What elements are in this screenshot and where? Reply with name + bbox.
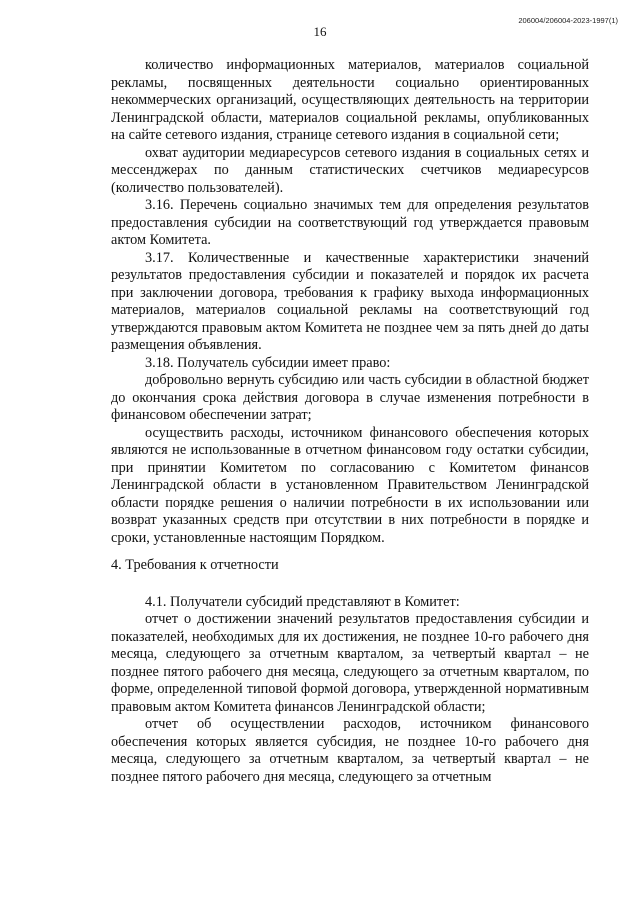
paragraph: отчет об осуществлении расходов, источником финансового обеспечения которых является субсидия, не позднее 10-го рабочего дня месяца, следующего за отчетным кварталом, за четвертый квартал – не позднее пятого рабочего дня месяца, следующего за отчетным — [111, 716, 589, 785]
page-number: 16 — [313, 24, 327, 39]
paragraph: 3.18. Получатель субсидии имеет право: — [145, 354, 391, 371]
paragraph: количество информационных материалов, материалов социальной рекламы, посвященных деятельности социально ориентированных некоммерческих организаций, осуществляющих деятельность на территории Ленинградской области, материалов социальной рекламы, опубликованных на сайте сетевого издания, странице сетевого издания в социальной сети; — [111, 57, 589, 143]
paragraph: охват аудитории медиаресурсов сетевого издания в социальных сетях и мессенджерах по данным статистических счетчиков медиаресурсов (количество пользователей). — [111, 144, 589, 196]
document-body — [111, 57, 589, 786]
paragraph: 3.16. Перечень социально значимых тем для определения результатов предоставления субсидии на соответствующий год утверждается правовым актом Комитета. — [111, 197, 589, 248]
section-heading: 4. Требования к отчетности — [111, 557, 279, 573]
paragraph: отчет о достижении значений результатов предоставления субсидии и показателей, необходимых для их достижения, не позднее 10-го рабочего дня месяца, следующего за отчетным кварталом, за четвертый квартал – не позднее пятого рабочего дня месяца, следующего за отчетным кварталом, по форме, определенной типовой формой договора, утвержденной нормативным правовым актом Комитета финансов Ленинградской области; — [111, 611, 589, 715]
document-code: 206004/206004-2023-1997(1) — [518, 16, 618, 25]
paragraph: 3.17. Количественные и качественные характеристики значений результатов предоставления субсидии и показателей и порядок их расчета при заключении договора, требования к графику выхода информационных материалов, материалов социальной рекламы на соответствующий год утверждаются правовым актом Комитета не позднее чем за пять дней до даты размещения объявления. — [111, 249, 589, 353]
paragraph: добровольно вернуть субсидию или часть субсидии в областной бюджет до окончания срока действия договора в случае изменения потребности в финансовом обеспечении затрат; — [111, 372, 589, 423]
paragraph: 4.1. Получатели субсидий представляют в Комитет: — [145, 593, 460, 610]
paragraph: осуществить расходы, источником финансового обеспечения которых являются не использованные в отчетном финансовом году остатки субсидии, при принятии Комитетом по согласованию с Комитетом финансов Ленинградской области в установленном Правительством Ленинградской области порядке решения о наличии потребности в их использовании или возврат указанных средств при отсутствии в них потребности в порядке и сроки, установленные настоящим Порядком. — [111, 424, 589, 546]
